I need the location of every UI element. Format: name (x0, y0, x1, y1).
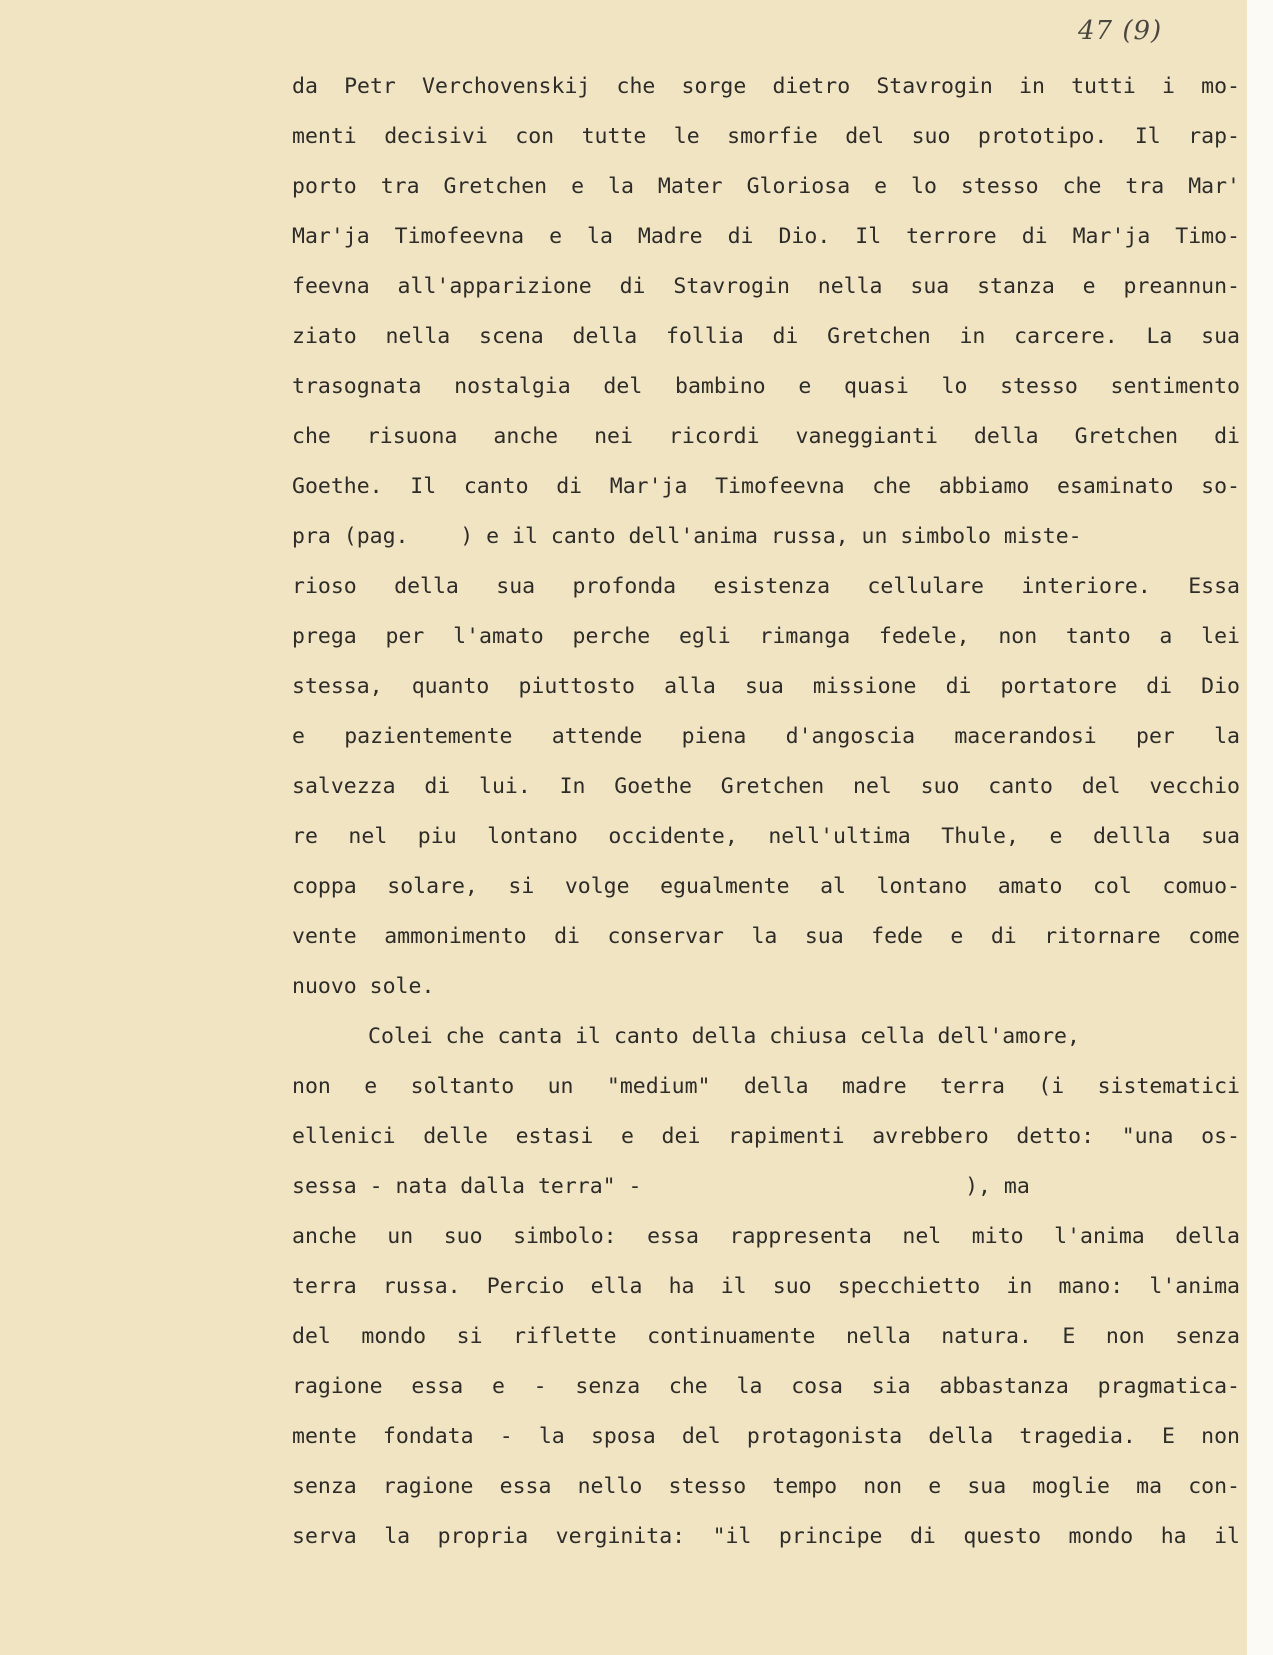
text-line: mente fondata - la sposa del protagonista della tragedia. E non (292, 1424, 1240, 1449)
text-line: del mondo si riflette continuamente nella natura. E non senza (292, 1324, 1240, 1349)
page-number: 47 (9) (1078, 16, 1163, 46)
text-line: senza ragione essa nello stesso tempo non e sua moglie ma con- (292, 1474, 1240, 1499)
text-line: re nel piu lontano occidente, nell'ultima Thule, e dellla sua (292, 824, 1240, 849)
text-line: nuovo sole. (292, 974, 435, 999)
text-line: da Petr Verchovenskij che sorge dietro Stavrogin in tutti i mo- (292, 74, 1240, 99)
text-line: porto tra Gretchen e la Mater Gloriosa e lo stesso che tra Mar' (292, 174, 1240, 199)
text-line: serva la propria verginita: "il principe di questo mondo ha il (292, 1524, 1240, 1549)
text-line: pra (pag. ) e il canto dell'anima russa, un simbolo miste- (292, 524, 1082, 549)
text-line: ziato nella scena della follia di Gretchen in carcere. La sua (292, 324, 1240, 349)
text-line: feevna all'apparizione di Stavrogin nella sua stanza e preannun- (292, 274, 1240, 299)
text-line: rioso della sua profonda esistenza cellulare interiore. Essa (292, 574, 1240, 599)
text-line: vente ammonimento di conservar la sua fede e di ritornare come (292, 924, 1240, 949)
text-line: sessa - nata dalla terra" - ), ma (292, 1174, 1030, 1199)
text-line: Mar'ja Timofeevna e la Madre di Dio. Il terrore di Mar'ja Timo- (292, 224, 1240, 249)
text-line: coppa solare, si volge egualmente al lontano amato col comuo- (292, 874, 1240, 899)
text-line: ellenici delle estasi e dei rapimenti avrebbero detto: "una os- (292, 1124, 1240, 1149)
text-line: terra russa. Percio ella ha il suo specchietto in mano: l'anima (292, 1274, 1240, 1299)
text-line: che risuona anche nei ricordi vaneggianti della Gretchen di (292, 424, 1240, 449)
text-line: anche un suo simbolo: essa rappresenta nel mito l'anima della (292, 1224, 1240, 1249)
text-line: stessa, quanto piuttosto alla sua missione di portatore di Dio (292, 674, 1240, 699)
text-line: ragione essa e - senza che la cosa sia abbastanza pragmatica- (292, 1374, 1240, 1399)
text-line: menti decisivi con tutte le smorfie del suo prototipo. Il rap- (292, 124, 1240, 149)
text-line: salvezza di lui. In Goethe Gretchen nel suo canto del vecchio (292, 774, 1240, 799)
text-line: trasognata nostalgia del bambino e quasi lo stesso sentimento (292, 374, 1240, 399)
text-line: non e soltanto un "medium" della madre terra (i sistematici (292, 1074, 1240, 1099)
text-line: Goethe. Il canto di Mar'ja Timofeevna che abbiamo esaminato so- (292, 474, 1240, 499)
text-line: prega per l'amato perche egli rimanga fedele, non tanto a lei (292, 624, 1240, 649)
page-edge (1247, 0, 1273, 1655)
typed-text-block (292, 62, 1240, 1562)
text-line: Colei che canta il canto della chiusa cella dell'amore, (368, 1024, 1080, 1049)
text-line: e pazientemente attende piena d'angoscia macerandosi per la (292, 724, 1240, 749)
